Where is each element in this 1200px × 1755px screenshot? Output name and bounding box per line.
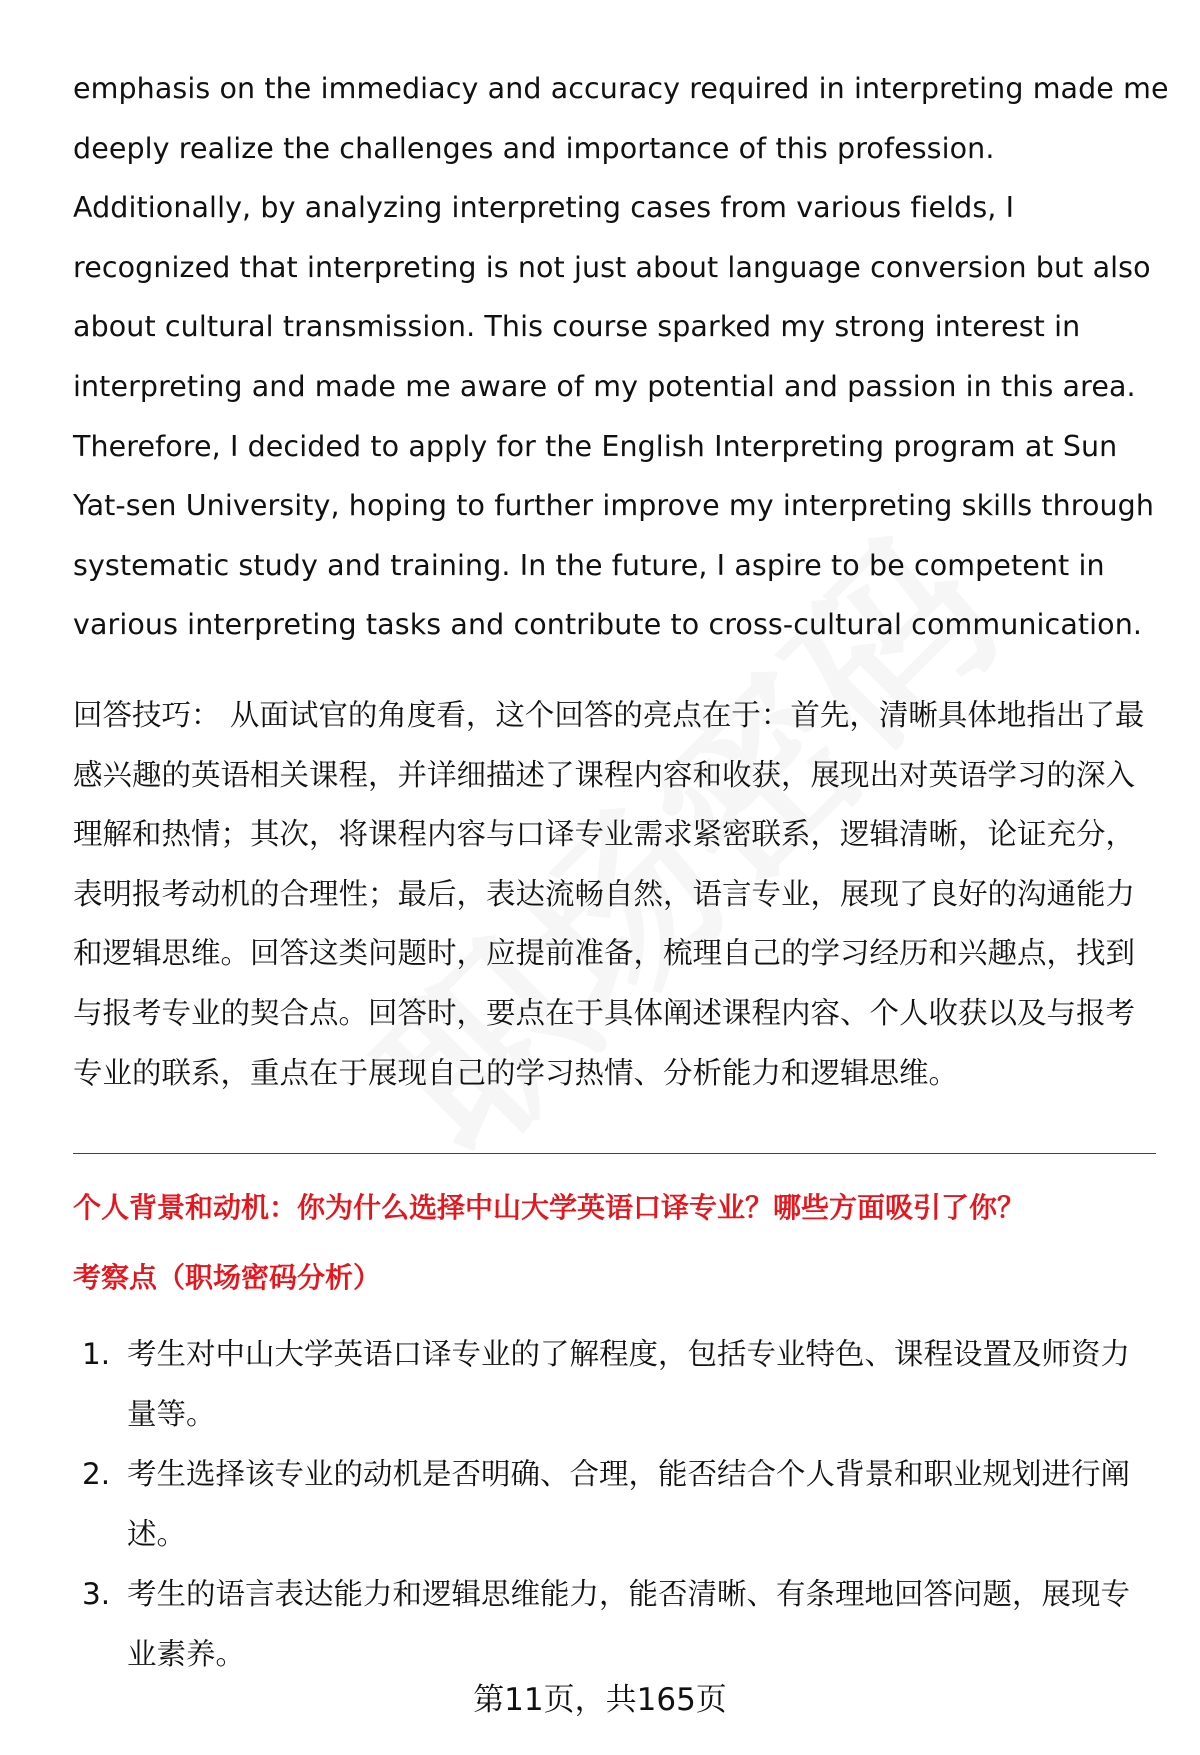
text-line: 述。 bbox=[127, 1517, 187, 1551]
list-number: 3. bbox=[82, 1577, 111, 1611]
section-divider bbox=[73, 1153, 1156, 1154]
text-line: 回答技巧： 从面试官的角度看，这个回答的亮点在于：首先，清晰具体地指出了最 bbox=[73, 698, 1145, 732]
analysis-list bbox=[82, 1324, 1162, 1684]
text-line: Additionally, by analyzing interpreting cases from various fields, I bbox=[73, 191, 1015, 225]
text-line: 理解和热情；其次，将课程内容与口译专业需求紧密联系，逻辑清晰，论证充分， bbox=[73, 817, 1136, 852]
text-line: Yat-sen University, hoping to further improve my interpreting skills through bbox=[73, 489, 1155, 523]
text-line: 业素养。 bbox=[127, 1637, 246, 1671]
text-line: deeply realize the challenges and importance of this profession. bbox=[73, 131, 995, 165]
text-line: systematic study and training. In the future, I aspire to be competent in bbox=[73, 548, 1105, 582]
page-number-footer: 第11页，共165页 bbox=[473, 1682, 727, 1718]
text-line: 与报考专业的契合点。回答时，要点在于具体阐述课程内容、个人收获以及与报考 bbox=[73, 995, 1136, 1030]
list-number: 1. bbox=[82, 1337, 111, 1371]
list-item bbox=[82, 1324, 1162, 1444]
text-line: 量等。 bbox=[127, 1397, 216, 1431]
text-line: Therefore, I decided to apply for the English Interpreting program at Sun bbox=[73, 429, 1118, 463]
text-line: emphasis on the immediacy and accuracy required in interpreting made me bbox=[73, 72, 1169, 105]
text-line: 考生对中山大学英语口译专业的了解程度，包括专业特色、课程设置及师资力 bbox=[127, 1337, 1131, 1371]
text-line: about cultural transmission. This course sparked my strong interest in bbox=[73, 310, 1081, 344]
text-line: 专业的联系，重点在于展现自己的学习热情、分析能力和逻辑思维。 bbox=[73, 1055, 959, 1090]
text-line: 表明报考动机的合理性；最后，表达流畅自然，语言专业，展现了良好的沟通能力 bbox=[73, 876, 1136, 911]
question-heading: 个人背景和动机：你为什么选择中山大学英语口译专业？哪些方面吸引了你？ bbox=[73, 1191, 1026, 1224]
list-number: 2. bbox=[82, 1457, 111, 1491]
list-item bbox=[82, 1564, 1162, 1684]
text-line: various interpreting tasks and contribute to cross-cultural communication. bbox=[73, 608, 1143, 642]
text-line: 和逻辑思维。回答这类问题时，应提前准备，梳理自己的学习经历和兴趣点，找到 bbox=[73, 936, 1136, 971]
text-line: 考生的语言表达能力和逻辑思维能力，能否清晰、有条理地回答问题，展现专 bbox=[127, 1577, 1131, 1611]
text-line: recognized that interpreting is not just about language conversion but also bbox=[73, 250, 1151, 284]
english-answer-paragraph bbox=[73, 59, 1169, 655]
analysis-heading: 考察点（职场密码分析） bbox=[73, 1261, 382, 1294]
text-line: 考生选择该专业的动机是否明确、合理，能否结合个人背景和职业规划进行阐 bbox=[127, 1457, 1131, 1491]
text-line: interpreting and made me aware of my potential and passion in this area. bbox=[73, 369, 1136, 403]
answer-tips-paragraph bbox=[73, 686, 1163, 1103]
text-line: 感兴趣的英语相关课程，并详细描述了课程内容和收获，展现出对英语学习的深入 bbox=[73, 757, 1136, 792]
list-item bbox=[82, 1444, 1162, 1564]
